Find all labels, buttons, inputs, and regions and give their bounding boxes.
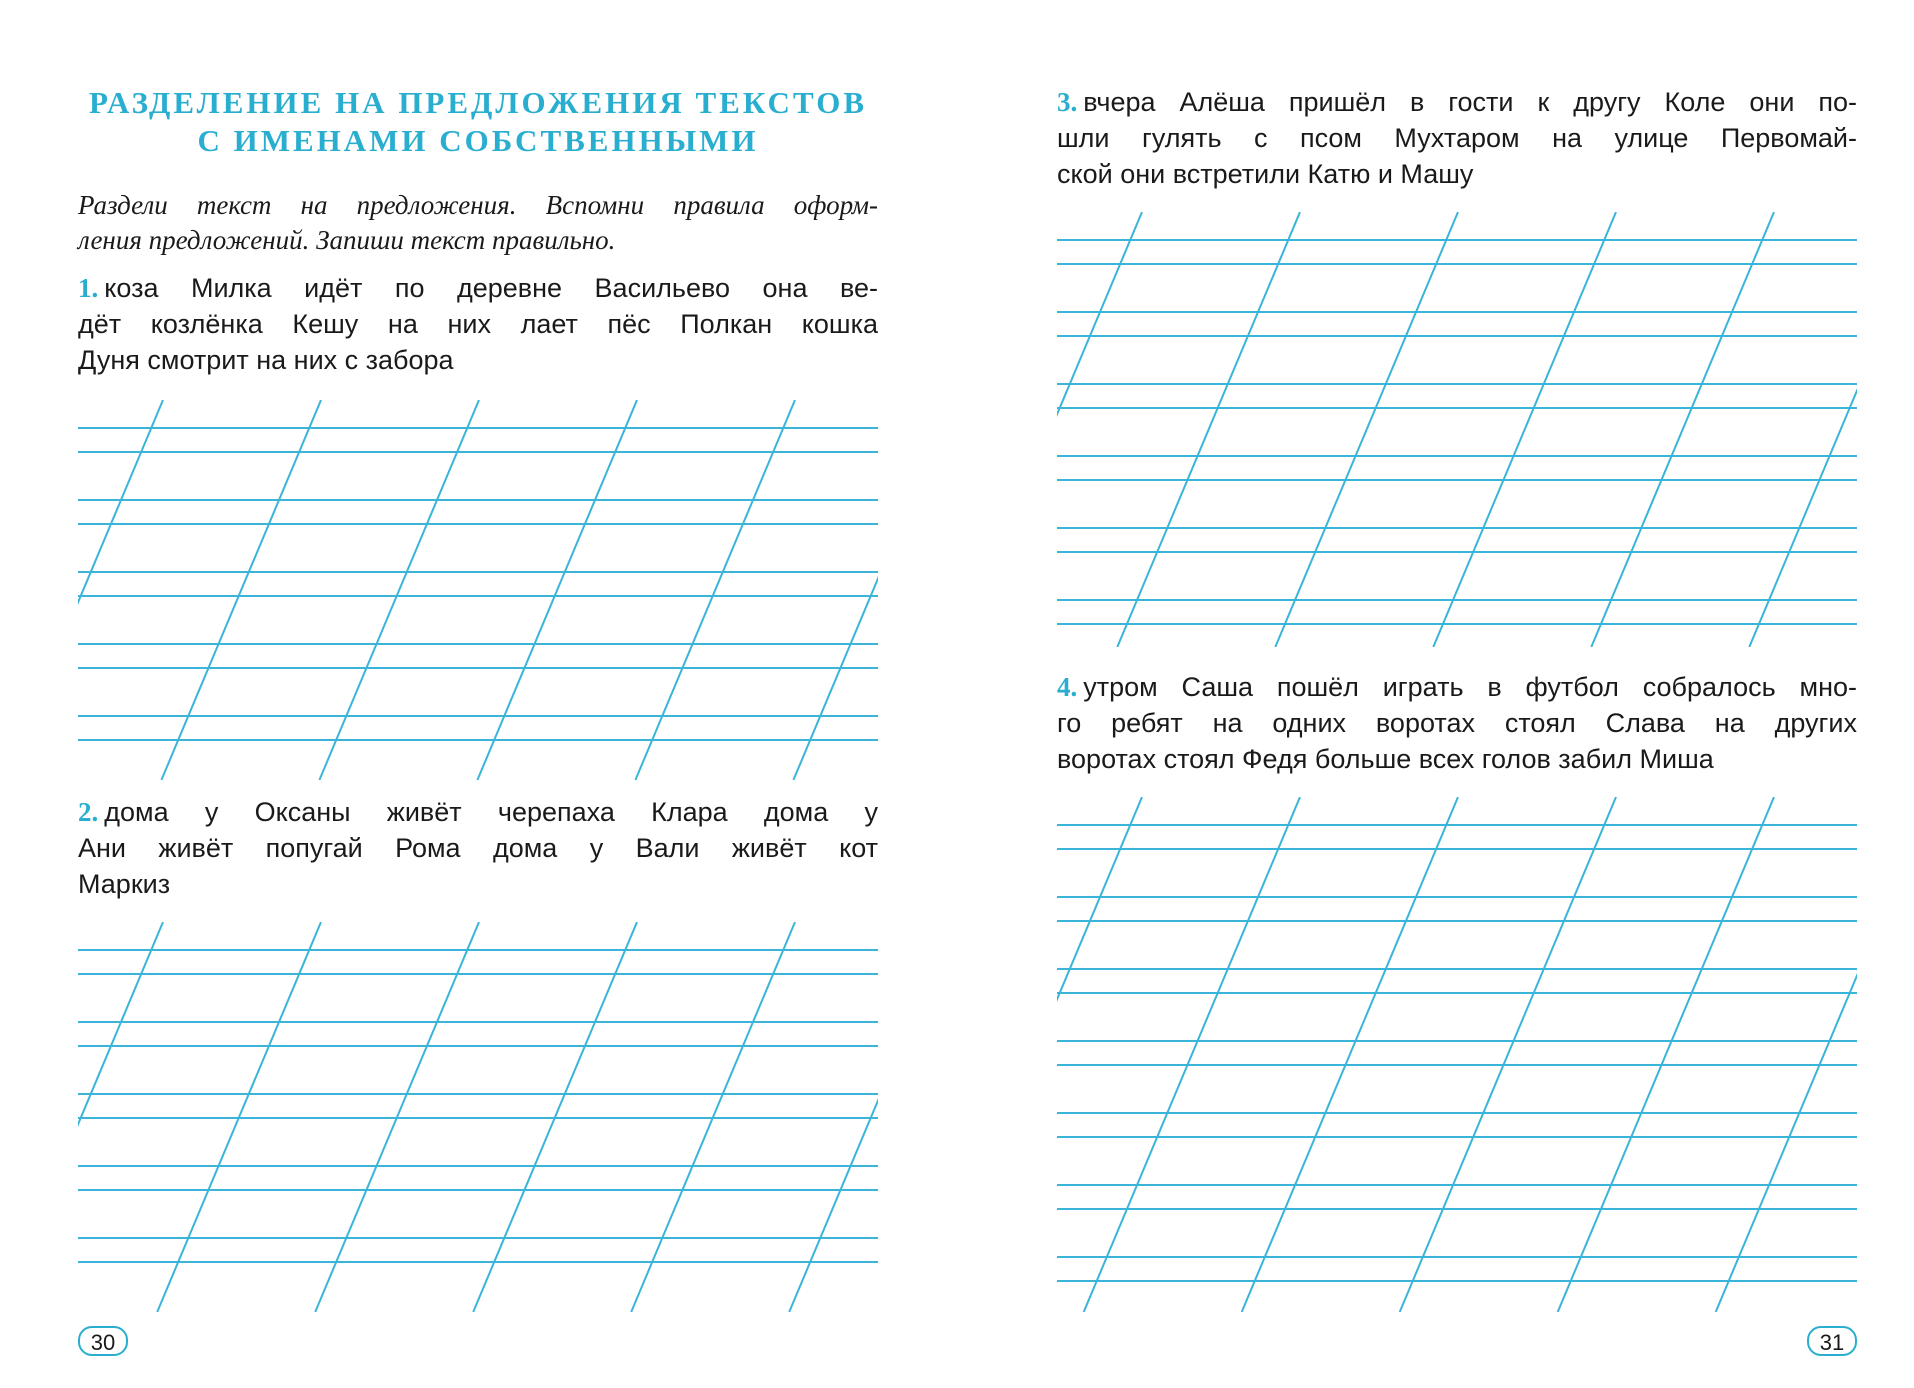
task-4 [1057, 669, 1857, 777]
ruling-slant-line [635, 400, 795, 780]
task-line [1057, 84, 1857, 120]
task-line: ской они встретили Катю и Машу [1057, 159, 1474, 189]
task-line: Ани живёт попугай Рома дома у Вали живёт кот [78, 833, 878, 863]
task-line: воротах стоял Федя больше всех голов забил Миша [1057, 744, 1714, 774]
instruction-line: ления предложений. Запиши текст правильно. [78, 225, 616, 255]
title-line: РАЗДЕЛЕНИЕ НА ПРЕДЛОЖЕНИЯ ТЕКСТОВ [88, 85, 868, 120]
ruling-slant-line [1749, 212, 1857, 647]
ruled-lines [1057, 212, 1857, 647]
ruling-slant-line [1558, 797, 1774, 1312]
task-line [78, 794, 878, 830]
writing-area-2[interactable] [78, 922, 878, 1312]
ruling-slant-line [1716, 797, 1857, 1312]
instruction-line: Раздели текст на предложения. Вспомни правила оформ- [78, 190, 878, 220]
task-number: 2. [78, 797, 99, 827]
ruling-slant-line [161, 400, 321, 780]
right-page [957, 0, 1914, 1388]
task-line [78, 270, 878, 306]
title-line: С ИМЕНАМИ СОБСТВЕННЫМИ [197, 123, 759, 158]
ruled-lines [1057, 797, 1857, 1312]
ruling-slant-line [1117, 212, 1300, 647]
instruction-text [78, 188, 878, 258]
page-title [78, 84, 878, 160]
task-line: дёт козлёнка Кешу на них лает пёс Полкан кошка [78, 309, 878, 339]
ruling-slant-line [1057, 212, 1142, 647]
task-3 [1057, 84, 1857, 192]
task-line: Маркиз [78, 869, 171, 899]
ruling-slant-line [477, 400, 637, 780]
task-1 [78, 270, 878, 378]
task-text: вчера Алёша пришёл в гости к другу Коле они по- [1083, 87, 1857, 117]
task-line [1057, 669, 1857, 705]
ruling-slant-line [78, 400, 163, 780]
writing-area-1[interactable] [78, 400, 878, 780]
task-number: 4. [1057, 672, 1078, 702]
ruling-slant-line [1591, 212, 1774, 647]
ruling-slant-line [319, 400, 479, 780]
ruled-lines [78, 400, 878, 780]
task-text: коза Милка идёт по деревне Васильево она ве- [104, 273, 878, 303]
writing-area-3[interactable] [1057, 212, 1857, 647]
ruling-slant-line [1242, 797, 1458, 1312]
ruling-slant-line [1275, 212, 1458, 647]
ruled-lines [78, 922, 878, 1312]
ruling-slant-line [1084, 797, 1300, 1312]
task-line: Дуня смотрит на них с забора [78, 345, 454, 375]
page-number: 30 [78, 1326, 128, 1356]
task-line: шли гулять с псом Мухтаром на улице Первомай- [1057, 123, 1857, 153]
task-text: утром Саша пошёл играть в футбол собралось мно- [1083, 672, 1857, 702]
ruling-slant-line [1057, 797, 1142, 1312]
task-number: 1. [78, 273, 99, 303]
ruling-slant-line [793, 400, 878, 780]
writing-area-4[interactable] [1057, 797, 1857, 1312]
ruling-slant-line [1400, 797, 1616, 1312]
page-number: 31 [1807, 1326, 1857, 1356]
task-text: дома у Оксаны живёт черепаха Клара дома у [104, 797, 878, 827]
task-line: го ребят на одних воротах стоял Слава на других [1057, 708, 1857, 738]
ruling-slant-line [1433, 212, 1616, 647]
task-number: 3. [1057, 87, 1078, 117]
task-2 [78, 794, 878, 902]
